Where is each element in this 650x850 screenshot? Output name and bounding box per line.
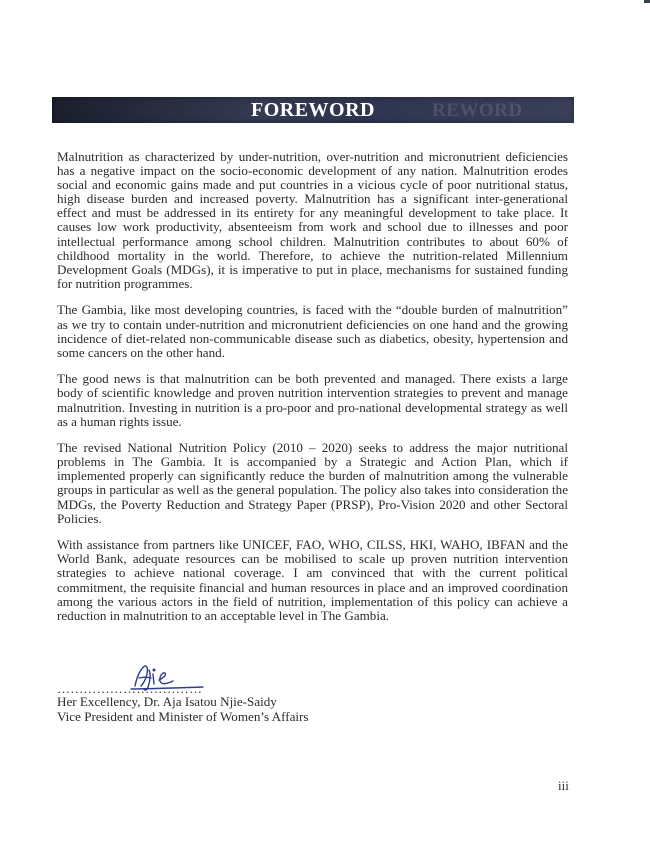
paragraph-revised-policy: The revised National Nutrition Policy (2010 – 2020) seeks to address the major nutritional problems in The Gambia. It is accompanied by a Strategic and Action Plan, which if implemented properly can significantly reduce the burden of malnutrition among the vulnerable groups in particular as well as the general population. The policy also takes into consideration the MDGs, the Poverty Reduction and Strategy Paper (PRSP), Pro-Vision 2020 and other Sectoral Policies. [57, 440, 569, 526]
handwritten-signature-icon [125, 660, 215, 694]
page-title: FOREWORD [251, 99, 375, 121]
signatory-title: Vice President and Minister of Women’s Affairs [57, 709, 309, 724]
signature-block [57, 666, 377, 724]
paragraph-double-burden: The Gambia, like most developing countries, is faced with the “double burden of malnutrition” as we try to contain under-nutrition and micronutrient deficiencies on one hand and the growing incidence of diet-related non-communicable disease such as diabetics, obesity, hypertension and some cancers on the other hand. [57, 302, 568, 360]
paragraph-good-news: The good news is that malnutrition can be both prevented and managed. There exists a large body of scientific knowledge and proven nutrition intervention strategies to prevent and manage malnutrition. Investing in nutrition is a pro-poor and pro-national developmental strategy as well as a human rights issue. [57, 371, 568, 429]
page-number: iii [558, 778, 569, 793]
signature-line [57, 666, 377, 694]
foreword-header-banner [52, 97, 574, 123]
paragraph-partners: With assistance from partners like UNICEF, FAO, WHO, CILSS, HKI, WAHO, IBFAN and the World Bank, adequate resources can be mobilised to scale up proven nutrition intervention strategies to achieve national coverage. I am convinced that with the current political commitment, the requisite financial and human resources in place and an improved coordination among the various actors in the field of nutrition, implementation of this policy can achieve a reduction in malnutrition to an acceptable level in The Gambia. [57, 537, 568, 623]
signatory-name: Her Excellency, Dr. Aja Isatou Njie-Saidy [57, 694, 277, 709]
signature-dotted-line: …………………………… [57, 681, 203, 696]
paragraph-malnutrition-impact: Malnutrition as characterized by under-nutrition, over-nutrition and micronutrient deficiencies has a negative impact on the socio-economic development of any nation. Malnutrition erodes social and economic gains made and put countries in a vicious cycle of poor nutritional status, high disease burden and increased poverty. Malnutrition has a significant inter-generational effect and must be addressed in its entirety for any meaningful development to take place. It causes low work productivity, absenteeism from work and school due to illnesses and poor intellectual performance among school children. Malnutrition contributes to about 60% of childhood mortality in the world. Therefore, to achieve the nutrition-related Millennium Development Goals (MDGs), it is imperative to put in place, mechanisms for sustained funding for nutrition programmes. [57, 149, 568, 291]
scan-corner-mark [644, 0, 650, 3]
foreword-body [57, 150, 568, 635]
header-ghost-text: REWORD [432, 100, 523, 121]
